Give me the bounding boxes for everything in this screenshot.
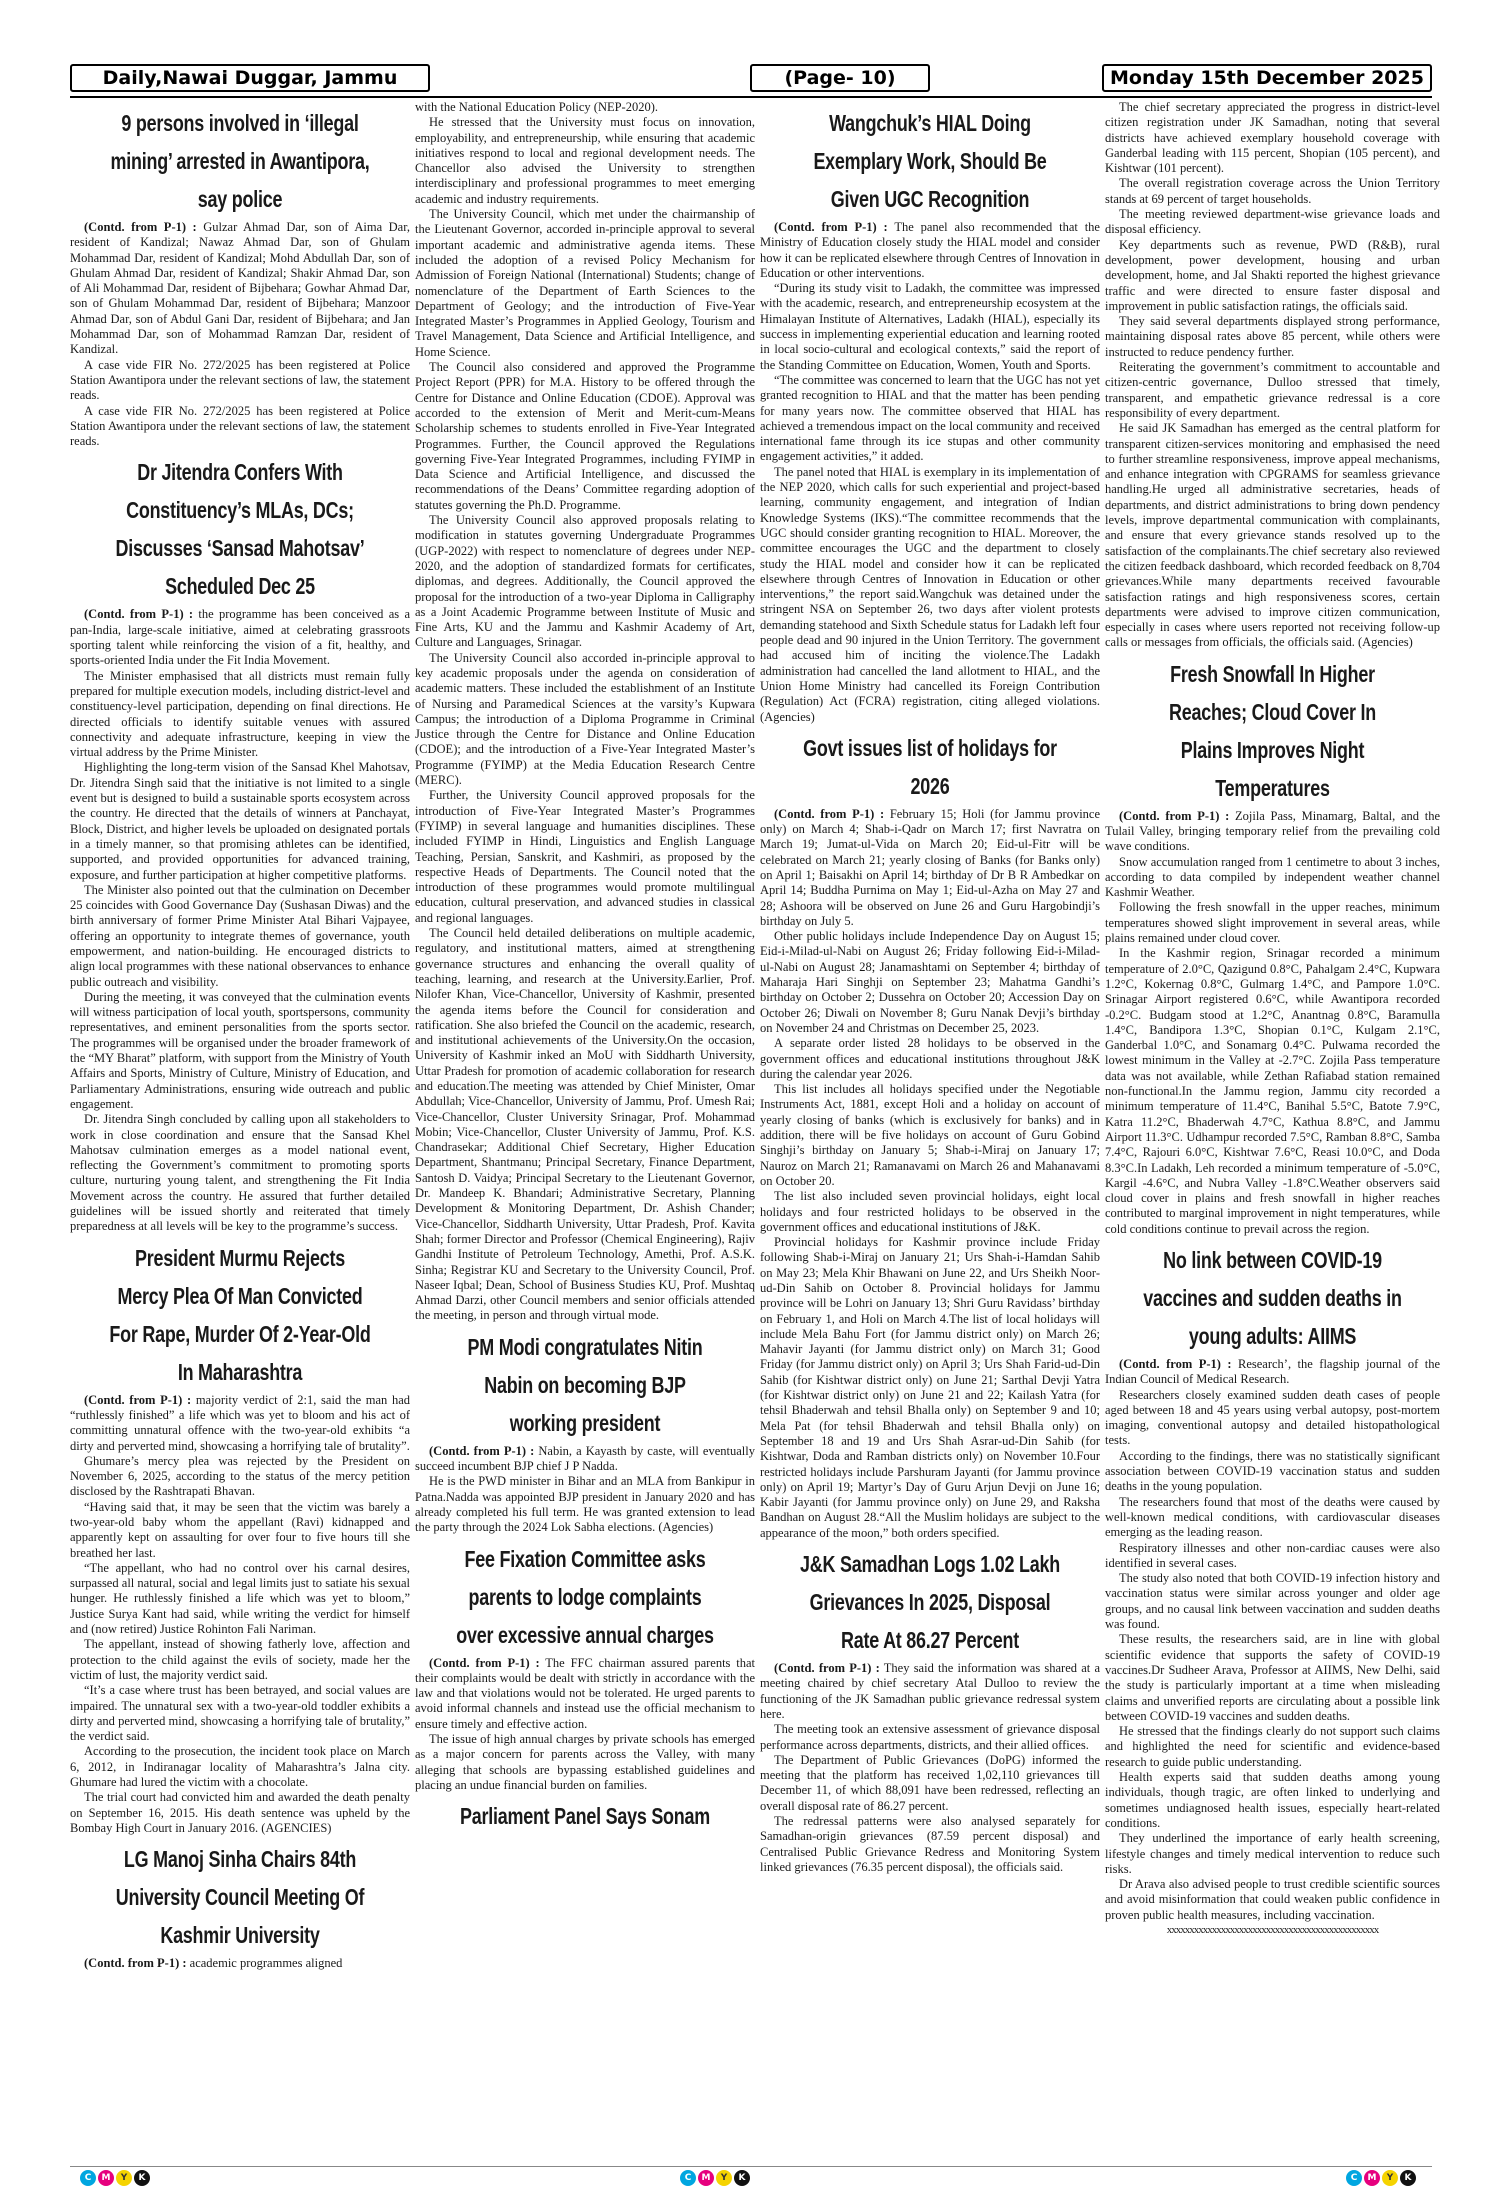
masthead: [70, 64, 1432, 92]
article-paragraph: Snow accumulation ranged from 1 centimetre to about 3 inches, according to data compiled by independent weather channel Kashmir Weather.: [1105, 854, 1440, 900]
article-paragraph: with the National Education Policy (NEP-2020).: [415, 100, 659, 114]
article-paragraph: [70, 607, 410, 668]
article-paragraph: Respiratory illnesses and other non-cardiac causes were also identified in several cases.: [1105, 1540, 1440, 1570]
paragraph-text: academic programmes aligned: [189, 1956, 343, 1971]
paragraph-text: They said the information was shared at a meeting chaired by chief secretary Atal Dulloo to review the functioning of the JK Samadhan public grievance redressal system here.: [760, 1661, 1100, 1721]
article-paragraph: They said several departments displayed strong performance, maintaining disposal rates above 85 percent, while others were instructed to reduce pendency further.: [1105, 314, 1440, 359]
contd-label: (Contd. from P-1) :: [1119, 1357, 1232, 1371]
headline-jitendra-singh: Dr Jitendra Confers With Constituency’s MLAs, DCs; Discusses ‘Sansad Mahotsav’ Scheduled Dec 25: [115, 459, 365, 600]
article-paragraph: [1105, 1357, 1440, 1388]
article-paragraph: Health experts said that sudden deaths among young individuals, though tragic, are often linked to underlying and sometimes undiagnosed health issues, especially heart-related conditions.: [1105, 1770, 1440, 1830]
magenta-registration-mark: M: [98, 2170, 114, 2186]
article-paragraph: In the Kashmir region, Srinagar recorded a minimum temperature of 2.0°C, Qazigund 0.8°C, Pahalgam 2.4°C, Kupwara 1.2°C, Kokernag 0.8°C, Gulmarg 1.4°C, and Pampore 1.0°C. Srinagar Airport registered 0.6°C, while Awantipora recorded -0.2°C. Budgam stood at 1.2°C, Anantnag 0.8°C, Baramulla 1.4°C, Bandipora 1.3°C, Shopian 0.1°C, Kulgam 2.1°C, Ganderbal 1.0°C, and Sonamarg 0.4°C. Pulwama recorded the lowest minimum in the Valley at -2.7°C. Zojila Pass temperature data was not available, while Zethan Rafiabad station remained non-functional.In the Jammu region, Jammu city recorded a minimum temperature of 11.4°C, Banihal 5.5°C, Batote 7.9°C, Katra 11.2°C, Bhaderwah 4.7°C, Kathua 8.8°C, and Jammu Airport 11.3°C. Udhampur recorded 7.5°C, Ramban 8.8°C, Samba 7.4°C, Rajouri 6.0°C, Kishtwar 7.6°C, Reasi 10.0°C, and Doda 8.3°C.In Ladakh, Leh recorded a minimum temperature of -5.0°C, Kargil -4.6°C, and Nubra Valley -1.8°C.Weather observers said cloud cover in plains and fresh snowfall in higher reaches contributed to marginal improvement in night temperatures, while cold conditions continue to prevail across the region.: [1105, 946, 1440, 1236]
article-paragraph: “The committee was concerned to learn that the UGC has not yet granted recognition to HIAL and that the matter has been pending for many years now. The committee observed that HIAL has achieved a tremendous impact on the local community and received international fame through its ice stupas and other community engagement activities,” it added.: [760, 372, 1100, 464]
article-paragraph: During the meeting, it was conveyed that the culmination events will witness participation of local youth, sportspersons, community representatives, and eminent personalities from the sports sector. The programmes will be organised under the broader framework of the “MY Bharat” platform, with support from the Ministry of Youth Affairs and Sports, Ministry of Culture, Ministry of Education, and Parliamentary Administrations, ensuring wide outreach and public engagement.: [70, 989, 410, 1111]
article-paragraph: They underlined the importance of early health screening, lifestyle changes and timely medical intervention to reduce such risks.: [1105, 1831, 1440, 1876]
article-paragraph: The study also noted that both COVID-19 infection history and vaccination status were similar across younger and older age groups, and no causal link between vaccination and sudden deaths was found.: [1105, 1571, 1440, 1632]
article-paragraph: He stressed that the University must focus on innovation, employability, and entrepreneurship, while ensuring that academic initiatives respond to local and regional development needs. The Chancellor also advised the University to strengthen interdisciplinary and professional programmes to meet emerging academic and industry requirements.: [415, 115, 755, 206]
black-registration-mark: K: [1400, 2170, 1416, 2186]
article-paragraph: Reiterating the government’s commitment to accountable and citizen-centric governance, Dulloo stressed that timely, transparent, and empathetic grievance redressal is a core responsibility of every department.: [1105, 360, 1440, 420]
headline-parliament-panel: Parliament Panel Says Sonam: [460, 1803, 710, 1830]
contd-label: (Contd. from P-1) :: [429, 1655, 540, 1670]
masthead-rule: [70, 96, 1432, 98]
paragraph-text: Gulzar Ahmad Dar, son of Aima Dar, resident of Kandizal; Nawaz Ahmad Dar, son of Ghulam Mohammad Dar, resident of Kandizal; Mohd Abdullah Dar, son of Ghulam Ahmad Dar, resident of Kandizal; Shakir Ahmad Dar, son of Ali Mohammad Dar, resident of Bijbehara; Gowhar Ahmad Dar, son of Ghulam Mohammad Dar, resident of Bijbehara; Manzoor Ahmad Dar, son of Abdul Gani Dar, resident of Bijbehara; and Jan Mohammad Dar, son of Mohammad Ramzan Dar, resident of Kandizal.: [70, 220, 410, 357]
headline-wangchuk-hial: Wangchuk’s HIAL Doing Exemplary Work, Should Be Given UGC Recognition: [813, 110, 1047, 212]
article-paragraph: This list includes all holidays specified under the Negotiable Instruments Act, 1881, except Holi and a holiday on account of yearly closing of banks (which is exclusively for banks) and in addition, there will be five holidays on account of Guru Gobind Singhji’s birthday on January 5; Shab-i-Miraj on January 17; Nauroz on March 21; Ramanavami on March 26 and Mahanavami on October 20.: [760, 1082, 1100, 1188]
headline-covid-vaccines: No link between COVID-19 vaccines and sudden deaths in young adults: AIIMS: [1143, 1247, 1402, 1349]
headline-fee-fixation: Fee Fixation Committee asks parents to lodge complaints over excessive annual charges: [456, 1545, 714, 1648]
article-paragraph: Key departments such as revenue, PWD (R&B), rural development, power development, housing and urban development, home, and Jal Shakti reported the highest grievance traffic and were directed to ensure faster disposal and improvement in public satisfaction ratings, the officials said.: [1105, 237, 1440, 313]
article-paragraph: These results, the researchers said, are in line with global scientific evidence that supports the safety of COVID-19 vaccines.Dr Sudheer Arava, Professor at AIIMS, New Delhi, said the study is particularly important at a time when misleading claims and unverified reports are circulating about a possible link between COVID-19 vaccines and sudden deaths.: [1105, 1632, 1440, 1723]
article-paragraph: The meeting reviewed department-wise grievance loads and disposal efficiency.: [1105, 207, 1440, 237]
article-paragraph: Further, the University Council approved proposals for the introduction of Five-Year Integrated Master’s Programmes (FYIMP) in several language and humanities disciplines. These included FYIMP in Hindi, Linguistics and English Language Teaching, Persian, Sanskrit, and Kashmiri, as proposed by the respective Heads of Departments. The Council noted that the introduction of these programmes would promote multilingual education, cultural preservation, and advanced studies in classical and regional languages.: [415, 788, 755, 925]
contd-label: (Contd. from P-1) :: [774, 1661, 880, 1676]
paragraph-text: The panel also recommended that the Ministry of Education closely study the HIAL model and consider how it can be replicated elsewhere through Centres of Innovation in Education or other interventions.: [760, 220, 1100, 280]
contd-label: (Contd. from P-1) :: [84, 1956, 187, 1971]
black-registration-mark: K: [734, 2170, 750, 2186]
article-paragraph: Dr. Jitendra Singh concluded by calling upon all stakeholders to work in close coordination and ensure that the Sansad Khel Mahotsav culmination emerges as a model national event, reflecting the Government’s commitment to promoting sports culture, nurturing young talent, and strengthening the Fit India Movement across the country. He assured that further detailed guidelines will be issued shortly and reiterated that timely preparedness at all levels will be key to the programme’s success.: [70, 1112, 410, 1234]
article-paragraph: Other public holidays include Independence Day on August 15; Eid-i-Milad-ul-Nabi on August 26; Friday following Eid-i-Milad-ul-Nabi on August 28; Janamashtami on September 4; birthday of Maharaja Hari Singhji on September 23; Mahatma Gandhi’s birthday on October 2; Dussehra on October 20; Accession Day on October 26; Diwali on November 8; Guru Nanak Devji’s birthday on November 24 and Christmas on December 25, 2023.: [760, 929, 1100, 1035]
article-paragraph: “It’s a case where trust has been betrayed, and social values are impaired. The unnatural sex with a two-year-old toddler exhibits a dirty and perverted mind, showcasing a horrifying tale of brutality,” the verdict said.: [70, 1683, 410, 1744]
article-paragraph: The meeting took an extensive assessment of grievance disposal performance across departments, districts, and their allied offices.: [760, 1722, 1100, 1752]
article-paragraph: The Minister also pointed out that the culmination on December 25 coincides with Good Governance Day (Sushasan Diwas) and the birth anniversary of former Prime Minister Atal Bihari Vajpayee, offering an opportunity to integrate themes of governance, youth empowerment, and nation-building. He encouraged districts to align local programmes with these national observances to enhance public outreach and visibility.: [70, 882, 410, 989]
page-number: (Page- 10): [750, 64, 930, 92]
article-paragraph: The overall registration coverage across the Union Territory stands at 69 percent of target households.: [1105, 176, 1440, 206]
article-paragraph: According to the findings, there was no statistically significant association between COVID-19 vaccination status and sudden deaths in the young population.: [1105, 1448, 1440, 1494]
registration-rule: [70, 2166, 1432, 2167]
contd-label: (Contd. from P-1) :: [774, 220, 888, 234]
article-paragraph: [760, 807, 1100, 929]
magenta-registration-mark: M: [1364, 2170, 1380, 2186]
article-separator: xxxxxxxxxxxxxxxxxxxxxxxxxxxxxxxxxxxxxxxxxxxxxxx: [1166, 1923, 1379, 1936]
article-paragraph: The Council also considered and approved the Programme Project Report (PPR) for M.A. History to be offered through the Centre for Distance and Online Education (CDOE). Approval was accorded to the extension of Merit and Merit-cum-Means Scholarship schemes to students enrolled in Five-Year Integrated Programmes. Further, the Council approved the Regulations governing Five-Year Integrated Programmes, including FYIMP in Data Science and Artificial Intelligence, and discussed the recommendations of the Deans’ Committee regarding adoption of statutes governing the Ph.D. Programme.: [415, 360, 755, 512]
article-paragraph: He is the PWD minister in Bihar and an MLA from Bankipur in Patna.Nadda was appointed BJP president in January 2020 and has already completed his full term. He was granted extension to lead the party through the 2024 Lok Sabha elections. (Agencies): [415, 1474, 755, 1535]
article-paragraph: The researchers found that most of the deaths were caused by well-known medical conditions, with cardiovascular diseases emerging as the leading reason.: [1105, 1494, 1440, 1540]
paragraph-text: majority verdict of 2:1, said the man had “ruthlessly finished” a life which was yet to bloom and his act of committing unnatural offence with the two-year-old exhibits “a dirty and perverted mind, showcasing a horrifying tale of brutality”.: [70, 1392, 410, 1453]
article-paragraph: A case vide FIR No. 272/2025 has been registered at Police Station Awantipora under the relevant sections of law, the statement reads.: [70, 403, 410, 449]
article-paragraph: The Council held detailed deliberations on multiple academic, regulatory, and institutional matters, aimed at strengthening governance structures and enhancing the overall quality of teaching, learning, and research at the University.Earlier, Prof. Nilofer Khan, Vice-Chancellor, University of Kashmir, presented the agenda items before the Council for consideration and ratification. She also briefed the Council on the academic, research, and institutional achievements of the University.On the occasion, University of Kashmir inked an MoU with Siddharth University, Uttar Pradesh for promotion of academic collaboration for research and education.The meeting was attended by Chief Minister, Omar Abdullah; Vice-Chancellor, University of Jammu, Prof. Umesh Rai; Vice-Chancellor, Cluster University Srinagar, Prof. Mohammad Mobin; Vice-Chancellor, Cluster University of Jammu, Prof. K.S. Chandrasekar; Additional Chief Secretary, Higher Education Department, Shantmanu; Principal Secretary, Finance Department, Santosh D. Vaidya; Principal Secretary to the Lieutenant Governor, Dr. Mandeep K. Bhandari; Administrative Secretary, Planning Development & Monitoring Department, Dr. Ashish Chander; Vice-Chancellor, Siddharth University, Uttar Pradesh, Prof. Kavita Shah; former Director and Professor (Chemical Engineering), Rajiv Gandhi Institute of Petroleum Technology, Amethi, Prof. A.S.K. Sinha; Registrar KU and Secretary to the University Council, Prof. Naseer Iqbal; Dean, School of Business Studies KU, Prof. Mushtaq Ahmad Darzi, other Council members and senior officials attended the meeting, in person and through virtual mode.: [415, 926, 755, 1323]
article-paragraph: [70, 220, 410, 358]
article-paragraph: A separate order listed 28 holidays to be observed in the government offices and educational institutions throughout J&K during the calendar year 2026.: [760, 1036, 1100, 1081]
article-paragraph: The University Council, which met under the chairmanship of the Lieutenant Governor, accorded in-principle approval to several important academic and administrative agenda items. These included the adoption of a revised Policy Mechanism for Admission of Foreign National (International) Students; change of nomenclature of the Department of Earth Sciences to the Department of Geology; and the introduction of Five-Year Integrated Master’s Programmes in Applied Geology, Tourism and Travel Management, Data Science and Artificial Intelligence, and Home Science.: [415, 207, 755, 359]
article-paragraph: “Having said that, it may be seen that the victim was barely a two-year-old baby whom the appellant (Ravi) kidnapped and apparently kept on assaulting for over four to five hours till she breathed her last.: [70, 1499, 410, 1560]
contd-label: (Contd. from P-1) :: [1119, 808, 1230, 823]
article-paragraph: The issue of high annual charges by private schools has emerged as a major concern for parents across the Valley, with many alleging that schools are bypassing established guidelines and placing an undue financial burden on families.: [415, 1732, 755, 1792]
cyan-registration-mark: C: [1346, 2170, 1362, 2186]
article-paragraph: Dr Arava also advised people to trust credible scientific sources and avoid misinformation that could weaken public confidence in proven public health measures, including vaccination.: [1105, 1877, 1440, 1922]
issue-date: Monday 15th December 2025: [1102, 64, 1432, 92]
contd-label: (Contd. from P-1) :: [84, 220, 197, 234]
paragraph-text: The FFC chairman assured parents that their complaints would be dealt with strictly in accordance with the law and that violations would not be tolerated. He urged parents to avoid informal channels and instead use the official mechanism to ensure timely and effective action.: [415, 1655, 755, 1731]
contd-label: (Contd. from P-1) :: [84, 1392, 192, 1407]
article-paragraph: The list also included seven provincial holidays, eight local holidays and four restricted holidays to be observed in the government offices and educational institutions of J&K.: [760, 1189, 1100, 1234]
article-paragraph: [1105, 809, 1440, 855]
cyan-registration-mark: C: [80, 2170, 96, 2186]
magenta-registration-mark: M: [698, 2170, 714, 2186]
yellow-registration-mark: Y: [716, 2170, 732, 2186]
headline-lg-sinha: LG Manoj Sinha Chairs 84th University Council Meeting Of Kashmir University: [115, 1846, 365, 1949]
article-paragraph: A case vide FIR No. 272/2025 has been registered at Police Station Awantipora under the relevant sections of law, the statement reads.: [70, 357, 410, 403]
article-paragraph: The appellant, instead of showing fatherly love, affection and protection to the child against the evils of society, made her the victim of lust, the majority verdict said.: [70, 1637, 410, 1682]
column-2: [415, 100, 755, 1837]
paragraph-text: Nabin, a Kayasth by caste, will eventually succeed incumbent BJP chief J P Nadda.: [415, 1443, 755, 1474]
headline-nitin-nabin: PM Modi congratulates Nitin Nabin on becoming BJP working president: [467, 1333, 703, 1436]
headline-fresh-snowfall: Fresh Snowfall In Higher Reaches; Cloud Cover In Plains Improves Night Temperatures: [1169, 660, 1376, 801]
headline-holidays-2026: Govt issues list of holidays for 2026: [803, 734, 1057, 799]
column-1: [70, 100, 410, 1972]
article-paragraph: According to the prosecution, the incident took place on March 6, 2012, in Indiranagar locality of Maharashtra’s Jalna city. Ghumare had lured the victim with a chocolate.: [70, 1744, 410, 1790]
headline-mercy-plea: President Murmu Rejects Mercy Plea Of Man Convicted For Rape, Murder Of 2-Year-Old In Maharashtra: [109, 1244, 371, 1385]
article-paragraph: [760, 1661, 1100, 1722]
article-paragraph: The chief secretary appreciated the progress in district-level citizen registration under JK Samadhan, noting that several districts have achieved exemplary household coverage with Ganderbal leading with 115 percent, Shopian (105 percent), and Kishtwar (101 percent).: [1105, 100, 1440, 176]
article-paragraph: Following the fresh snowfall in the upper reaches, minimum temperatures showed slight improvement in several areas, while plains remained under cloud cover.: [1105, 900, 1440, 946]
article-paragraph: The redressal patterns were also analysed separately for Samadhan-origin grievances (87.59 percent disposal) and Centralised Public Grievance Redress and Monitoring System linked grievances (76.35 percent disposal), the officials said.: [760, 1814, 1100, 1874]
article-paragraph: The Department of Public Grievances (DoPG) informed the meeting that the platform has received 1,02,110 grievances till December 11, of which 88,091 have been redressed, reflecting an overall disposal rate of 86.27 percent.: [760, 1752, 1100, 1813]
contd-label: (Contd. from P-1) :: [429, 1443, 535, 1458]
contd-label: (Contd. from P-1) :: [774, 806, 885, 821]
yellow-registration-mark: Y: [1382, 2170, 1398, 2186]
article-paragraph: Provincial holidays for Kashmir province include Friday following Shab-i-Miraj on January 21; Urs Shah-i-Hamdan Sahib on May 23; Mela Khir Bhawani on June 22, and Urs Sheikh Noor-ud-Din Sahib on October 8. Provincial holidays for Jammu province will be Lohri on January 13; Shri Guru Ravidass’ birthday on February 1, and Holi on March 4.The list of local holidays will include Mela Bahu Fort (for Jammu district only) on March 26; Mahavir Jayanti (for Jammu district only) on March 31; Good Friday (for Jammu district only) on April 3; Urs Shah Farid-ud-Din Sahib (for Kishtwar district only) on June 21; Sarthal Devji Yatra (for Kishtwar district only) on June 21 and 22; Kailash Yatra (for tehsil Bhaderwah and tehsil Bhalla only) on September 9 and 10; Mela Pat (for tehsil Bhaderwah and tehsil Bhalla only) on September 18 and 19 and Urs Shah Asrar-ud-Din Sahib (for Kishtwar, Doda and Ramban districts only) on November 10.Four restricted holidays include Parshuram Jayanti (for Jammu province only) on April 19; Martyr’s Day of Guru Arjun Devji on June 16; Kabir Jayanti (for Jammu province only) on June 29, and Raksha Bandhan on August 28.“All the Muslim holidays are subject to the appearance of the moon,” both orders specified.: [760, 1235, 1100, 1540]
article-paragraph: “The appellant, who had no control over his carnal desires, surpassed all natural, social and legal limits just to satiate his sexual hunger. He ruthlessly finished a life which was yet to bloom,” Justice Surya Kant had said, while writing the verdict for himself and (now retired) Justice Rohinton Fali Nariman.: [70, 1560, 410, 1637]
paragraph-text: the programme has been conceived as a pan-India, large-scale initiative, aimed at celebrating grassroots sporting talent while reinforcing the vision of a fit, healthy, and sports-oriented India under the Fit India Movement.: [70, 607, 410, 668]
column-3: [760, 100, 1100, 1875]
column-4: [1105, 100, 1440, 1938]
article-paragraph: Researchers closely examined sudden death cases of people aged between 18 and 45 years using verbal autopsy, post-mortem imaging, conventional autopsy and detailed histopathological tests.: [1105, 1387, 1440, 1448]
paper-name: Daily,Nawai Duggar, Jammu: [70, 64, 430, 92]
headline-jk-samadhan: J&K Samadhan Logs 1.02 Lakh Grievances In 2025, Disposal Rate At 86.27 Percent: [800, 1551, 1060, 1654]
article-paragraph: The Minister emphasised that all districts must remain fully prepared for multiple execution models, including district-level and constituency-level participation, depending on final directions. He directed officials to identify suitable venues with assured connectivity and adequate infrastructure, keeping in view the virtual address by the Prime Minister.: [70, 668, 410, 760]
article-paragraph: Ghumare’s mercy plea was rejected by the President on November 6, 2025, according to the status of the mercy petition disclosed by the Rashtrapati Bhavan.: [70, 1453, 410, 1499]
article-paragraph: The University Council also accorded in-principle approval to key academic proposals under the agenda on consideration of academic matters. These included the establishment of an Institute of Nursing and Paramedical Sciences at the varsity’s Kupwara Campus; the introduction of a Diploma Programme in Criminal Justice through the Centre for Distance and Online Education (CDOE); and the introduction of a Five-Year Integrated Master’s Programme (FYIMP) at the Media Education Research Centre (MERC).: [415, 650, 755, 788]
article-paragraph: He said JK Samadhan has emerged as the central platform for transparent citizen-services monitoring and emphasised the need to further streamline responsiveness, improve appeal mechanisms, and enhance integration with CPGRAMS for seamless grievance handling.He urged all administrative secretaries, heads of departments, and district administrations to bring down pendency levels, improve departmental communication with complainants, and ensure that every grievance stands resolved up to the satisfaction of the complainants.The chief secretary also reviewed the citizen feedback dashboard, which recorded feedback on 8,704 grievances.While many departments received favourable satisfaction ratings and high responsiveness scores, certain departments were advised to improve citizen communication, especially in cases where users reported not receiving follow-up calls or messages from officials, the officials said. (Agencies): [1105, 421, 1440, 650]
headline-illegal-mining: 9 persons involved in ‘illegal mining’ arrested in Awantipora, say police: [110, 110, 370, 212]
article-paragraph: [415, 1444, 755, 1475]
paragraph-text: February 15; Holi (for Jammu province only) on March 4; Shab-i-Qadr on March 17; first Navratra on March 19; Jumat-ul-Vida on March 20; Eid-ul-Fitr will be celebrated on March 21; yearly closing of Banks (for Banks only) on April 1; Baisakhi on April 14; birthday of Dr B R Ambedkar on April 14; Buddha Purnima on May 1; Eid-ul-Azha on May 27 and 28; Ashoora will be observed on June 26 and Guru Hargobindji’s birthday on July 5.: [760, 806, 1100, 928]
black-registration-mark: K: [134, 2170, 150, 2186]
yellow-registration-mark: Y: [116, 2170, 132, 2186]
article-paragraph: [760, 220, 1100, 281]
contd-label: (Contd. from P-1) :: [84, 607, 194, 622]
article-paragraph: [415, 1656, 755, 1732]
article-paragraph: He stressed that the findings clearly do not support such claims and highlighted the need for scientific and evidence-based research to guide public understanding.: [1105, 1724, 1440, 1769]
article-paragraph: The University Council also approved proposals relating to modification in statutes governing Undergraduate Programmes (UGP-2022) with respect to nomenclature of degrees under NEP-2020, and the adoption of standardized formats for certificates, diplomas, and degrees. Additionally, the Council approved the proposal for the introduction of a two-year Diploma in Calligraphy as a Joint Academic Programme between Institute of Music and Fine Arts, KU and the Jammu and Kashmir Academy of Art, Culture and Languages, Srinagar.: [415, 513, 755, 650]
article-paragraph: The trial court had convicted him and awarded the death penalty on September 16, 2015. His death sentence was upheld by the Bombay High Court in January 2016. (AGENCIES): [70, 1790, 410, 1835]
cyan-registration-mark: C: [680, 2170, 696, 2186]
article-paragraph: “During its study visit to Ladakh, the committee was impressed with the academic, research, and entrepreneurship ecosystem at the Himalayan Institute of Alternatives, Ladakh (HIAL), especially its success in implementing experiential education and learning rooted in local socio-cultural and ecological contexts,” said the report of the Standing Committee on Education, Women, Youth and Sports.: [760, 281, 1100, 372]
paragraph-text: Research’, the flagship journal of the Indian Council of Medical Research.: [1105, 1357, 1440, 1387]
article-paragraph: Highlighting the long-term vision of the Sansad Khel Mahotsav, Dr. Jitendra Singh said that the initiative is not limited to a single event but is designed to build a sustainable sports ecosystem across the country. He directed that the details of winners at Panchayat, Block, District, and higher levels be uploaded on designated portals in a timely manner, so that promising athletes can be identified, supported, and provided opportunities for advanced training, exposure, and further participation at higher competitive platforms.: [70, 760, 410, 882]
article-paragraph: The panel noted that HIAL is exemplary in its implementation of the NEP 2020, which calls for such experiential and project-based learning, community engagement, and integration of Indian Knowledge Systems (IKS).“The committee recommends that the UGC should consider granting recognition to HIAL. Moreover, the committee encourages the UGC and the department to closely study the HIAL model and consider how it can be replicated elsewhere through Centres of Innovation in Education or other interventions,” the report said.Wangchuk was detained under the stringent NSA on September 26, two days after violent protests demanding statehood and Sixth Schedule status for Ladakh left four people dead and 90 injured in the Union Territory. The government had accused him of inciting the violence.The Ladakh administration had cancelled the land allotment to HIAL, and the Union Home Ministry had cancelled its Foreign Contribution (Regulation) Act (FCRA) registration, citing alleged violations. (Agencies): [760, 464, 1100, 724]
article-paragraph: [70, 1393, 410, 1454]
article-paragraph: [70, 1956, 410, 1971]
paragraph-text: Zojila Pass, Minamarg, Baltal, and the Tulail Valley, bringing temporary relief from the prevailing cold wave conditions.: [1105, 808, 1440, 854]
